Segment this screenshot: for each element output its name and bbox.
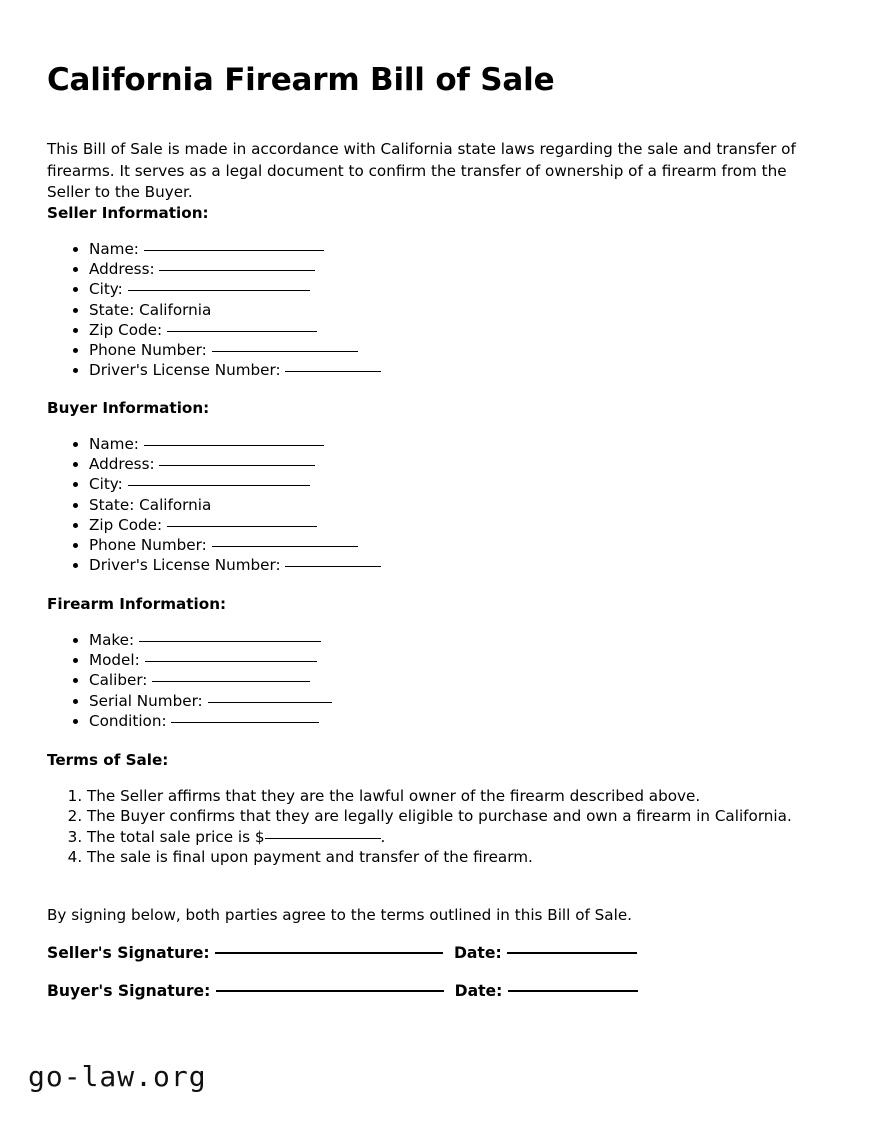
field-list-item: [89, 239, 381, 259]
field-list-item: [89, 259, 381, 279]
signature-row: [47, 943, 638, 963]
field-list-item: [89, 454, 381, 474]
field-label: Driver's License Number:: [89, 556, 286, 575]
site-watermark: go-law.org: [28, 1060, 207, 1093]
terms-of-sale-block: [47, 750, 792, 868]
field-list-item: [89, 279, 381, 299]
field-label: Caliber:: [89, 671, 153, 690]
field-blank-line[interactable]: [159, 259, 315, 271]
terms-text: The sale is final upon payment and transfer of the firearm.: [87, 848, 533, 867]
field-blank-line[interactable]: [128, 474, 310, 486]
closing-paragraph: By signing below, both parties agree to the terms outlined in this Bill of Sale.: [47, 906, 632, 924]
signature-spacer: [444, 982, 455, 1000]
field-label: Zip Code:: [89, 320, 167, 339]
field-list-item: [89, 300, 381, 320]
seller-information-block: [47, 203, 381, 380]
field-blank-line[interactable]: [208, 691, 332, 703]
terms-list-item: [87, 786, 792, 806]
date-blank-line[interactable]: [508, 978, 638, 992]
field-list-item: [89, 650, 332, 670]
field-list-item: [89, 535, 381, 555]
signature-blank-line[interactable]: [216, 978, 444, 992]
terms-list: [47, 786, 792, 868]
field-label: Address:: [89, 260, 160, 279]
field-label: State:: [89, 495, 140, 514]
field-list-item: [89, 670, 332, 690]
terms-list-item: [87, 847, 792, 867]
field-blank-line[interactable]: [139, 630, 321, 642]
buyer-information-block: [47, 398, 381, 575]
field-label: Name:: [89, 435, 144, 453]
field-blank-line[interactable]: [212, 340, 358, 352]
field-list-item: [89, 340, 381, 360]
field-label: Driver's License Number:: [89, 361, 286, 380]
field-blank-line[interactable]: [159, 454, 315, 466]
price-blank-line[interactable]: [265, 827, 381, 839]
field-value: California: [139, 495, 212, 514]
field-label: Phone Number:: [89, 536, 212, 555]
field-blank-line[interactable]: [145, 650, 317, 662]
signature-row: [47, 981, 638, 1001]
firearm-section-heading: Firearm Information:: [47, 595, 227, 613]
firearm-information-block: [47, 594, 332, 731]
field-label: Make:: [89, 631, 139, 649]
seller-field-list: [47, 239, 381, 380]
field-list-item: [89, 474, 381, 494]
field-label: Name:: [89, 240, 144, 258]
buyer-section-heading: Buyer Information:: [47, 399, 210, 417]
field-blank-line[interactable]: [144, 434, 324, 446]
field-blank-line[interactable]: [285, 555, 381, 567]
field-list-item: [89, 691, 332, 711]
field-list-item: [89, 555, 381, 575]
terms-list-item: [87, 806, 792, 826]
field-blank-line[interactable]: [212, 535, 358, 547]
terms-text: The Buyer confirms that they are legally eligible to purchase and own a firearm in California.: [87, 807, 792, 826]
intro-paragraph: This Bill of Sale is made in accordance with California state laws regarding the sale and transfer of firearms. It serves as a legal document to confirm the transfer of ownership of a firearm from the Seller to the Buyer.: [47, 140, 796, 202]
field-blank-line[interactable]: [171, 711, 319, 723]
firearm-field-list: [47, 630, 332, 731]
terms-text: The total sale price is $: [87, 827, 265, 846]
terms-text-tail: .: [380, 827, 386, 846]
signature-label: Seller's Signature:: [47, 944, 216, 962]
signature-spacer: [443, 944, 454, 962]
page-title: California Firearm Bill of Sale: [47, 62, 555, 98]
field-label: Zip Code:: [89, 515, 167, 534]
terms-section-heading: Terms of Sale:: [47, 751, 169, 769]
field-label: Serial Number:: [89, 691, 208, 710]
field-blank-line[interactable]: [167, 320, 317, 332]
field-list-item: [89, 320, 381, 340]
signature-block: [47, 943, 638, 1001]
seller-section-heading: Seller Information:: [47, 204, 209, 222]
field-label: Model:: [89, 651, 145, 670]
field-label: City:: [89, 475, 128, 494]
terms-text: The Seller affirms that they are the lawful owner of the firearm described above.: [87, 787, 701, 805]
field-value: California: [139, 300, 212, 319]
field-list-item: [89, 434, 381, 454]
terms-list-item: [87, 827, 792, 847]
field-blank-line[interactable]: [167, 515, 317, 527]
field-list-item: [89, 360, 381, 380]
field-label: Phone Number:: [89, 341, 212, 360]
date-label: Date:: [454, 982, 508, 1000]
field-label: Address:: [89, 455, 160, 474]
date-blank-line[interactable]: [507, 940, 637, 954]
buyer-field-list: [47, 434, 381, 575]
field-label: Condition:: [89, 711, 172, 730]
field-label: State:: [89, 300, 140, 319]
field-blank-line[interactable]: [285, 360, 381, 372]
field-list-item: [89, 630, 332, 650]
field-blank-line[interactable]: [144, 239, 324, 251]
field-blank-line[interactable]: [128, 279, 310, 291]
signature-blank-line[interactable]: [215, 940, 443, 954]
signature-label: Buyer's Signature:: [47, 982, 216, 1000]
field-list-item: [89, 495, 381, 515]
field-label: City:: [89, 280, 128, 299]
field-list-item: [89, 711, 332, 731]
date-label: Date:: [453, 944, 508, 962]
field-list-item: [89, 515, 381, 535]
field-blank-line[interactable]: [152, 670, 310, 682]
